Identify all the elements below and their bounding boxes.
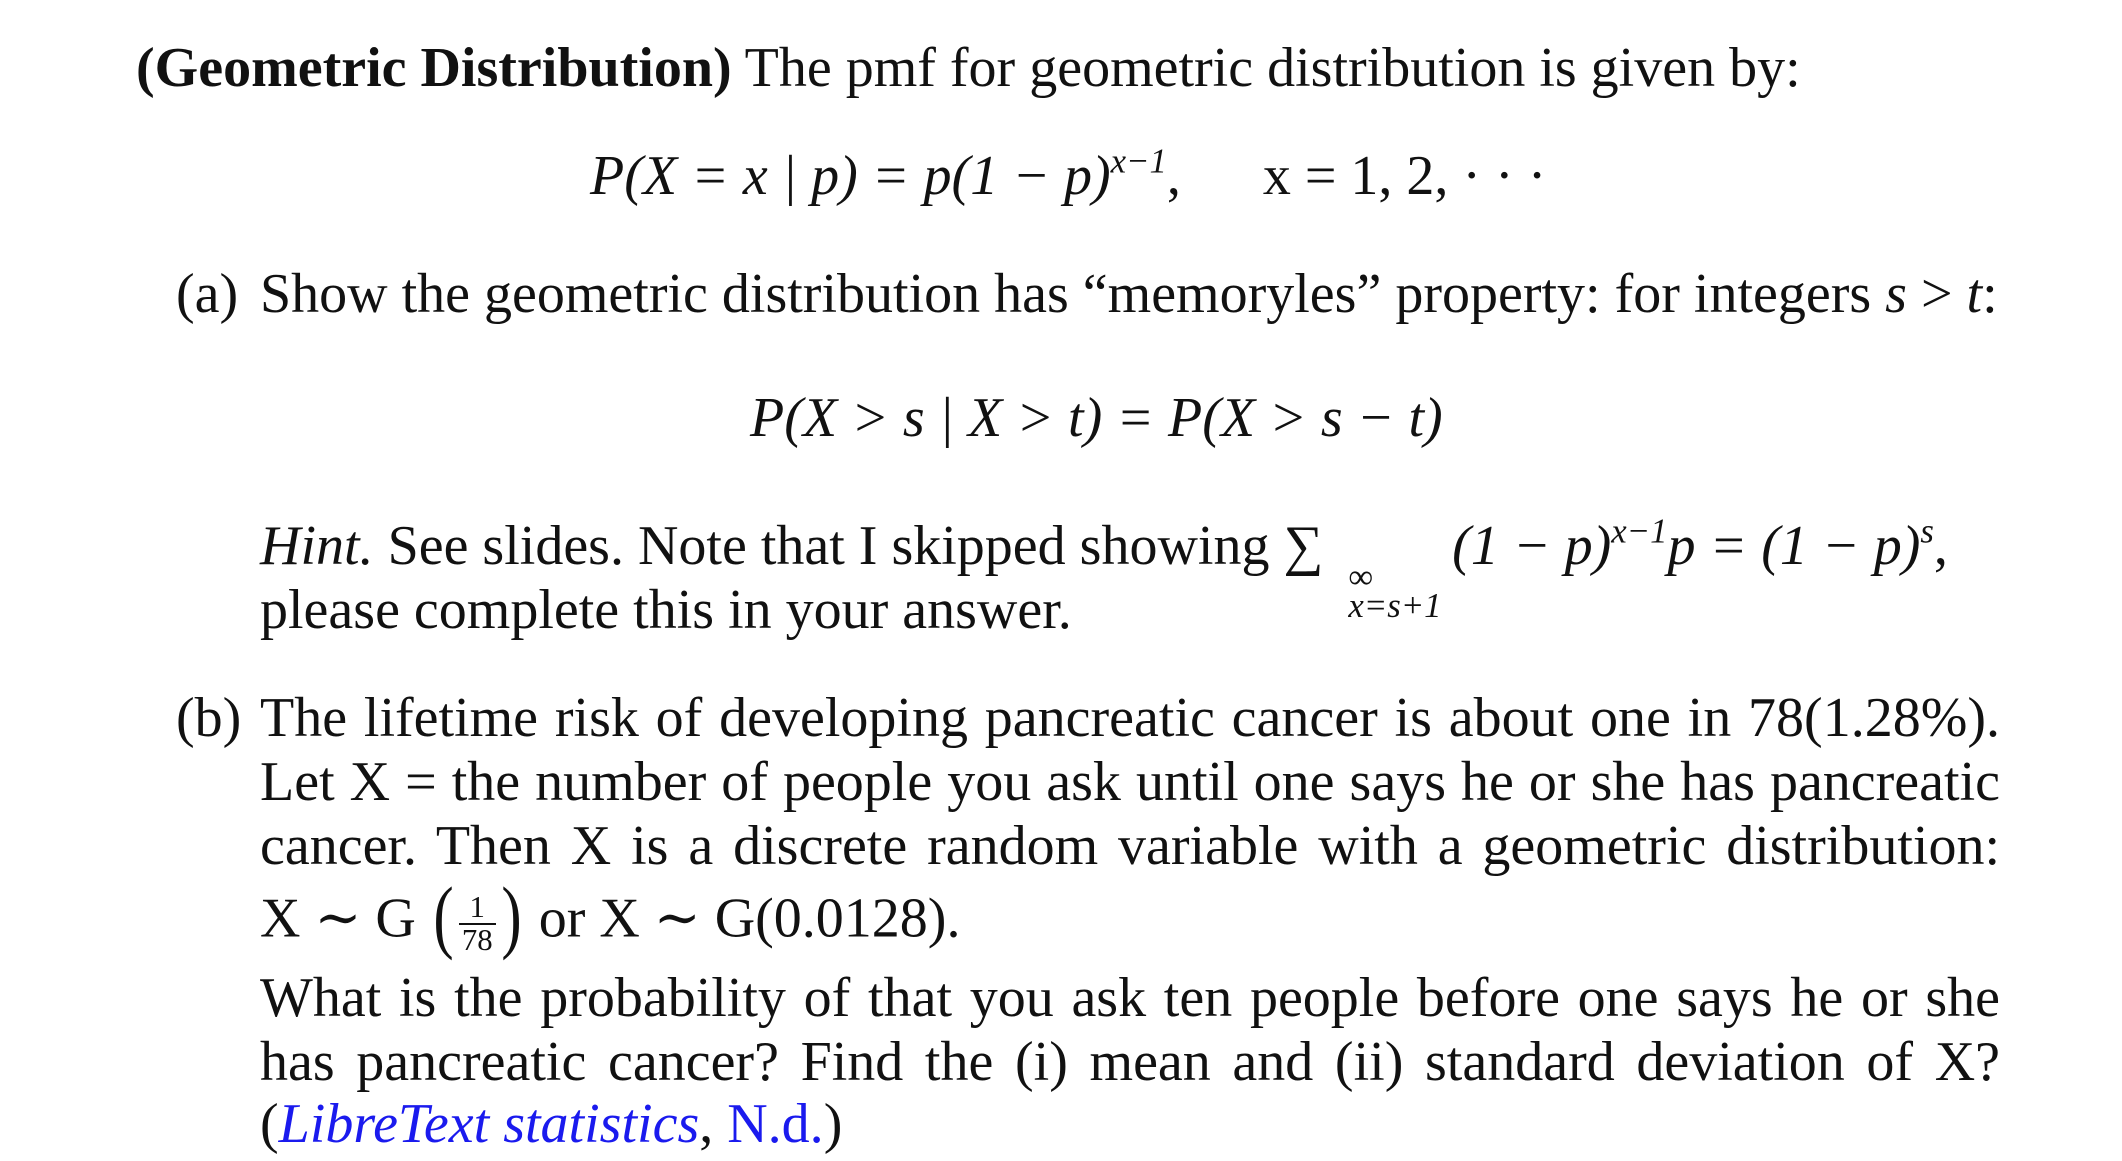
right-paren: ) <box>501 871 522 961</box>
cite-link-libretext[interactable]: LibreText statistics <box>278 1093 700 1155</box>
hint-expr-2: p = (1 − p) <box>1667 515 1921 577</box>
part-b-line-5: What is the probability of that you ask ten people before one says he or she <box>260 967 2000 1029</box>
part-b-line-6: has pancreatic cancer? Find the (i) mean and (ii) standard deviation of X? <box>260 1031 2000 1093</box>
part-b-distribution <box>260 871 961 961</box>
part-a-gt: > <box>1920 263 1953 325</box>
pmf-equation: P(X = x | $p) = p(1 - p)^{x-1}$, x = 1, 2, · · · <box>590 141 1547 207</box>
hint-label: Hint. <box>260 515 374 577</box>
pmf-exponent: x−1 <box>1110 141 1167 181</box>
part-a-label: (a) <box>176 263 239 325</box>
memoryless-equation-text: P(X > s | X > t) = P(X > s − t) <box>750 387 1443 449</box>
part-b-label: (b) <box>176 687 242 749</box>
part-b-line-2: Let X = the number of people you ask until one says he or she has pancreatic <box>260 751 2000 813</box>
pmf-support: x = 1, 2, · · · <box>1262 145 1547 207</box>
part-a-var-t: t <box>1966 263 1983 325</box>
part-a-var-s: s <box>1885 263 1907 325</box>
hint-exp-2: s <box>1920 511 1934 551</box>
hint-text-1: See slides. Note that I skipped showing <box>387 515 1270 577</box>
part-a-text: Show the geometric distribution has “memoryles” property: for integers <box>260 263 1872 325</box>
cite-sep: , <box>699 1093 714 1155</box>
hint-expr: (1 − p) <box>1452 515 1612 577</box>
sum-lower-limit: x=s+1 <box>1348 585 1442 625</box>
cite-link-year[interactable]: N.d. <box>727 1093 824 1155</box>
dist-suffix: or X ∼ G(0.0128). <box>538 887 961 950</box>
citation <box>260 1092 842 1156</box>
cite-close: ) <box>823 1093 843 1155</box>
frac-numerator: 1 <box>459 892 496 925</box>
pmf-lhs: P(X = x | p) = p(1 − p) <box>590 145 1111 207</box>
memoryless-equation <box>750 386 1443 450</box>
problem-title-line <box>136 36 1801 100</box>
hint-comma: , <box>1933 515 1948 577</box>
hint-exp-1: x−1 <box>1611 511 1668 551</box>
part-a-colon: : <box>1982 263 1998 325</box>
hint-line-2: please complete this in your answer. <box>260 579 1072 641</box>
part-b-line-1: The lifetime risk of developing pancreatic cancer is about one in 78(1.28%). <box>260 687 2000 749</box>
sum-upper-limit: ∞ <box>1348 556 1374 596</box>
problem-title-text: The pmf for geometric distribution is given by: <box>744 37 1801 99</box>
problem-title-bold: (Geometric Distribution) <box>136 37 732 99</box>
part-b-line-3: cancer. Then X is a discrete random variable with a geometric distribution: <box>260 815 2000 877</box>
frac-denominator: 78 <box>461 922 493 957</box>
part-a-question <box>260 262 1998 326</box>
dist-prefix: X ∼ G <box>260 887 416 950</box>
fraction-one-over-78 <box>459 889 496 957</box>
left-paren: ( <box>433 871 454 961</box>
sum-symbol: ∑ <box>1283 515 1324 577</box>
cite-open: ( <box>260 1093 279 1155</box>
